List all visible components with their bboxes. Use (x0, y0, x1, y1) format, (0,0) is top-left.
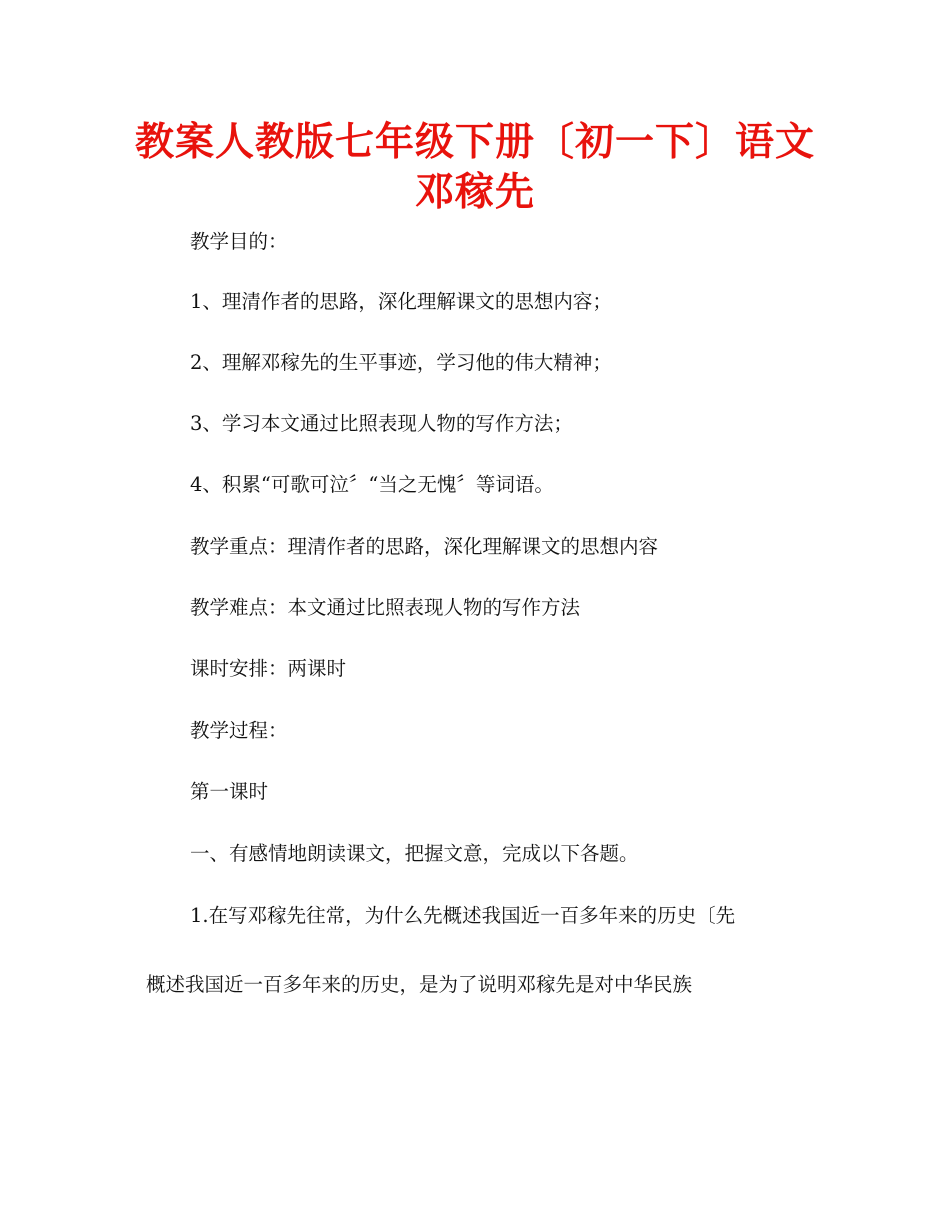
section-heading-objectives: 教学目的： (190, 230, 288, 253)
document-title: 教案人教版七年级下册〔初一下〕语文邓稼先 (134, 120, 815, 215)
lesson-schedule: 课时安排：两课时 (190, 657, 347, 680)
objective-item-2: 2、理解邓稼先的生平事迹，学习他的伟大精神； (190, 351, 612, 374)
lesson-heading-first: 第一课时 (190, 780, 269, 803)
objective-item-1: 1、理清作者的思路，深化理解课文的思想内容； (190, 290, 612, 313)
objective-item-4: 4、积累“可歌可泣〞“当之无愧〞等词语。 (190, 473, 554, 496)
task-heading-1: 一、有感情地朗读课文，把握文意，完成以下各题。 (190, 842, 639, 865)
question-1-line-1: 1.在写邓稼先往常，为什么先概述我国近一百多年来的历史〔先 (190, 904, 736, 927)
question-1-line-2: 概述我国近一百多年来的历史，是为了说明邓稼先是对中华民族 (146, 973, 693, 996)
teaching-key-point: 教学重点：理清作者的思路，深化理解课文的思想内容 (190, 535, 659, 558)
objective-item-3: 3、学习本文通过比照表现人物的写作方法； (190, 412, 573, 435)
section-heading-process: 教学过程： (190, 719, 288, 742)
teaching-difficulty: 教学难点：本文通过比照表现人物的写作方法 (190, 596, 581, 619)
